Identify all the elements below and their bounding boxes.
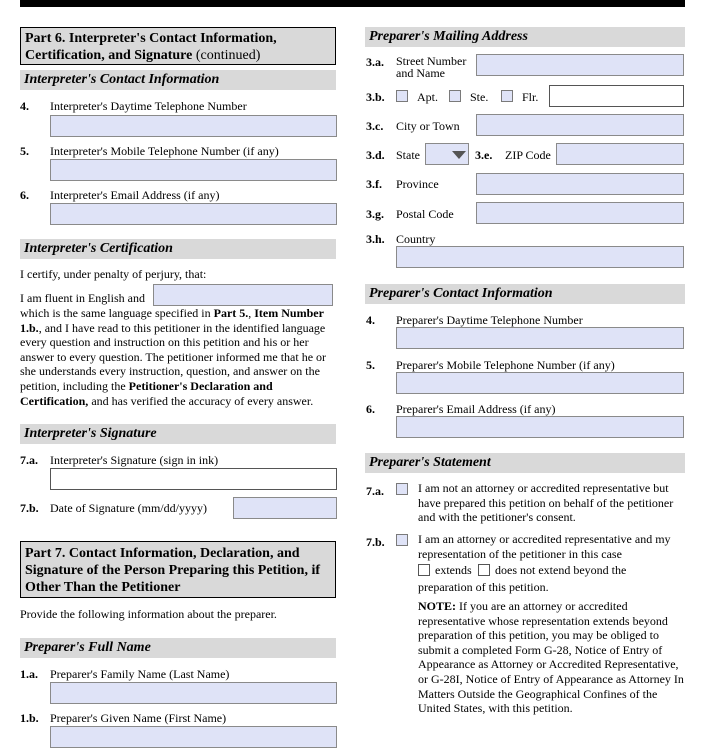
note-label: NOTE: — [418, 599, 457, 613]
q3f-label: Province — [396, 177, 439, 191]
attorney-text: I am an attorney or accredited representative and my representation of the petitioner in this case — [418, 532, 671, 561]
q4-number: 4. — [20, 99, 29, 113]
preparer-email-field[interactable] — [396, 416, 684, 438]
note-body: If you are an attorney or accredited representative whose representation extends beyond preparation of this petition, you may be obliged to submit a completed Form G-28, Notice of Entry of Appearance as Attorney or Accredited Representative, or G-28I, Notice of Entry of Appearance as Attorney In Matters Outside the Geographical Confines of the United States, with this petition. — [418, 599, 684, 716]
q3g-label: Postal Code — [396, 207, 454, 221]
q3h-number: 3.h. — [366, 232, 385, 246]
ste-label: Ste. — [470, 90, 489, 104]
preparer-given-name-field[interactable] — [50, 726, 337, 748]
q3f-number: 3.f. — [366, 177, 382, 191]
flr-label: Flr. — [522, 90, 539, 104]
q7a-label: Interpreter's Signature (sign in ink) — [50, 453, 219, 467]
postal-code-field[interactable] — [476, 202, 684, 224]
apt-checkbox[interactable] — [396, 90, 408, 102]
q6-label: Interpreter's Email Address (if any) — [50, 188, 220, 202]
q4-label: Interpreter's Daytime Telephone Number — [50, 99, 247, 113]
q7a-number: 7.a. — [20, 453, 38, 467]
part7-header: Part 7. Contact Information, Declaration, and Signature of the Person Preparing this Petition, if Other Than the Petitioner — [20, 541, 336, 598]
q3e-label: ZIP Code — [505, 148, 551, 162]
preparer-daytime-phone-field[interactable] — [396, 327, 684, 349]
q3e-number: 3.e. — [475, 148, 493, 162]
q3h-label: Country — [396, 232, 436, 246]
interpreter-email-field[interactable] — [50, 203, 337, 225]
q1b-number: 1.b. — [20, 711, 39, 725]
city-field[interactable] — [476, 114, 684, 136]
country-field[interactable] — [396, 246, 684, 268]
q3d-label: State — [396, 148, 420, 162]
interpreter-certification-header: Interpreter's Certification — [20, 239, 336, 259]
prep-q5-number: 5. — [366, 358, 375, 372]
not-extends-label: does not extend beyond the — [495, 563, 627, 577]
q1a-label: Preparer's Family Name (Last Name) — [50, 667, 230, 681]
zip-field[interactable] — [556, 143, 684, 165]
q6-number: 6. — [20, 188, 29, 202]
prep-q4-number: 4. — [366, 313, 375, 327]
street-field[interactable] — [476, 54, 684, 76]
prep-q4-label: Preparer's Daytime Telephone Number — [396, 313, 583, 327]
not-extends-checkbox[interactable] — [478, 564, 490, 576]
interpreter-mobile-phone-field[interactable] — [50, 159, 337, 181]
part6-header — [20, 27, 336, 65]
certification-text: which is the same language specified in Part 5., Item Number 1.b., and I have read to this petitioner in the identified language every question and instruction on this petition and his or her answer to every question. The petitioner informed me that he or she understands every instruction, question, and answer on the petition, including the Petitioner's Declaration and Certification, and has verified the accuracy of every answer. — [20, 306, 327, 408]
preparer-mobile-phone-field[interactable] — [396, 372, 684, 394]
certification-fluent: I am fluent in English and — [20, 291, 145, 305]
signature-date-field[interactable] — [233, 497, 337, 519]
extends-label: extends — [435, 563, 472, 577]
q3a-number: 3.a. — [366, 55, 384, 69]
interpreter-language-field[interactable] — [153, 284, 333, 306]
preparation-line: preparation of this petition. — [418, 580, 549, 594]
part7-intro: Provide the following information about the preparer. — [20, 607, 277, 621]
extends-checkbox[interactable] — [418, 564, 430, 576]
q3b-number: 3.b. — [366, 90, 385, 104]
unit-number-field[interactable] — [549, 85, 684, 107]
not-attorney-checkbox[interactable] — [396, 483, 408, 495]
q3c-number: 3.c. — [366, 119, 384, 133]
q1a-number: 1.a. — [20, 667, 38, 681]
prep-q7b-number: 7.b. — [366, 535, 385, 549]
preparer-family-name-field[interactable] — [50, 682, 337, 704]
prep-q5-label: Preparer's Mobile Telephone Number (if any) — [396, 358, 615, 372]
q3g-number: 3.g. — [366, 207, 384, 221]
part6-header-title: Part 6. Interpreter's Contact Information, Certification, and Signature — [25, 31, 277, 63]
q3c-label: City or Town — [396, 119, 460, 133]
q1b-label: Preparer's Given Name (First Name) — [50, 711, 227, 725]
preparer-statement-header: Preparer's Statement — [365, 453, 685, 473]
q5-label: Interpreter's Mobile Telephone Number (if any) — [50, 144, 279, 158]
province-field[interactable] — [476, 173, 684, 195]
part6-header-continued: (continued) — [195, 48, 261, 63]
ste-checkbox[interactable] — [449, 90, 461, 102]
preparer-contact-header: Preparer's Contact Information — [365, 284, 685, 304]
note-text — [418, 599, 686, 716]
q7b-number: 7.b. — [20, 501, 39, 515]
q3d-number: 3.d. — [366, 148, 385, 162]
chevron-down-icon — [452, 151, 466, 159]
interpreter-signature-header: Interpreter's Signature — [20, 424, 336, 444]
q3a-label: Street Number and Name — [396, 54, 467, 80]
certification-intro: I certify, under penalty of perjury, that: — [20, 267, 207, 281]
prep-q6-number: 6. — [366, 402, 375, 416]
prep-q7a-number: 7.a. — [366, 484, 384, 498]
flr-checkbox[interactable] — [501, 90, 513, 102]
interpreter-daytime-phone-field[interactable] — [50, 115, 337, 137]
q5-number: 5. — [20, 144, 29, 158]
preparer-full-name-header: Preparer's Full Name — [20, 638, 336, 658]
prep-q6-label: Preparer's Email Address (if any) — [396, 402, 556, 416]
interpreter-contact-header: Interpreter's Contact Information — [20, 70, 336, 90]
state-dropdown[interactable] — [425, 143, 469, 165]
interpreter-signature-field[interactable] — [50, 468, 337, 490]
attorney-checkbox[interactable] — [396, 534, 408, 546]
not-attorney-text: I am not an attorney or accredited representative but have prepared this petition on behalf of the petitioner and with the petitioner's consent. — [418, 481, 674, 525]
top-rule — [20, 0, 685, 7]
mailing-address-header: Preparer's Mailing Address — [365, 27, 685, 47]
q7b-label: Date of Signature (mm/dd/yyyy) — [50, 501, 207, 515]
apt-label: Apt. — [417, 90, 438, 104]
